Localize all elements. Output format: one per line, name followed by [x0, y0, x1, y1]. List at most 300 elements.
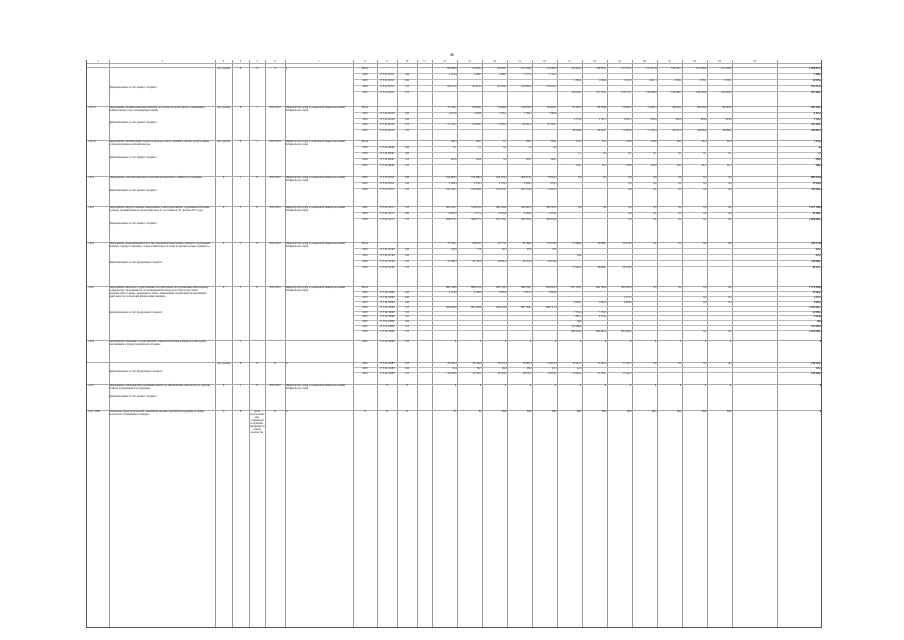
- code-cell: 17 5 04 52480: [379, 362, 395, 365]
- responsible-cell: Министерство труда и социальной защиты населения Забайкальского края: [285, 206, 345, 212]
- column-header: 6: [274, 60, 276, 63]
- value-cell: 0,0: [603, 206, 607, 209]
- value-cell: [458, 91, 482, 97]
- value-cell: 182 096,6: [471, 188, 482, 191]
- column-header: 22: [693, 60, 696, 63]
- value-cell: 17 141,1: [622, 362, 632, 365]
- code-cell: X: [386, 410, 388, 413]
- value-cell: 993,8: [725, 117, 732, 121]
- value-cell: 0,1: [653, 152, 657, 155]
- funding-label: [110, 430, 215, 434]
- value-cell: 1 525,2: [623, 79, 632, 82]
- col4-cell: X: [239, 106, 242, 109]
- value-cell: 29 186,9: [522, 242, 532, 245]
- value-cell: 3 915,5: [523, 290, 532, 294]
- code-cell: 17 5 04 49150: [379, 111, 395, 115]
- value-cell: 105 042,6: [521, 85, 532, 88]
- unit-cell: тыс. рублей: [217, 362, 230, 365]
- responsible-cell: Министерство труда и социальной защиты населения Забайкальского края: [285, 286, 345, 292]
- total-cell: 885 935,0: [811, 176, 822, 179]
- value-cell: 0,0: [628, 212, 632, 215]
- value-cell: 0,0: [728, 182, 732, 185]
- value-cell: 5 355,0: [548, 212, 557, 215]
- value-cell: 0,1: [728, 152, 732, 155]
- total-cell: 566,8: [815, 164, 822, 167]
- year-cell: 2022: [362, 111, 368, 115]
- period-cell: X: [274, 362, 276, 365]
- row-code: [88, 362, 109, 366]
- value-cell: 0,0: [653, 176, 657, 179]
- value-cell: [558, 218, 582, 224]
- value-cell: [533, 266, 557, 272]
- value-cell: 167 506,0: [721, 67, 732, 70]
- year-cell: 2024: [362, 158, 368, 161]
- code-cell: X: [386, 384, 388, 387]
- value-cell: 34,8: [576, 254, 582, 257]
- year-cell: 2024: [362, 123, 368, 127]
- value-cell: 66 304,7: [597, 129, 607, 133]
- value-cell: 81 669,5: [472, 123, 482, 127]
- year-cell: 2025: [362, 320, 368, 324]
- value-cell: 0,0: [728, 212, 732, 215]
- vr-cell: 313: [405, 158, 409, 161]
- value-cell: 28 795,8: [472, 260, 482, 263]
- value-cell: 633,5: [550, 182, 557, 185]
- row-title: Мероприятие «Компенсация стоимости проезда к месту лечения и обратно детей и лицам, сопровождающим детей-инвалидов»: [109, 140, 210, 146]
- value-cell: [458, 330, 482, 335]
- value-cell: 16 333,3: [622, 266, 632, 269]
- col4-cell: 1: [239, 384, 242, 387]
- year-cell: 2024: [362, 305, 368, 309]
- year-cell: 2023: [362, 367, 368, 370]
- row-title: Мероприятие «Организация предоставления материального семейного положения»: [109, 176, 203, 179]
- value-cell: 1 769,2: [523, 111, 532, 115]
- funding-label: финансирование за счет федерального бюджета: [109, 261, 163, 264]
- value-cell: 97,8: [526, 248, 532, 251]
- value-cell: 16 333,3: [622, 242, 632, 245]
- total-cell: 550,6: [815, 158, 822, 161]
- vr-cell: 244: [405, 146, 409, 149]
- value-cell: 0,0: [578, 176, 582, 179]
- value-cell: 119 059,2: [571, 91, 582, 94]
- value-cell: 22 681,4: [497, 260, 507, 263]
- value-cell: X: [454, 340, 457, 343]
- value-cell: 58,8: [576, 320, 582, 324]
- value-cell: 15 935,3: [547, 362, 557, 365]
- total-cell: 58,8: [816, 320, 822, 324]
- value-cell: 91,4: [701, 140, 707, 143]
- value-cell: 495 318,7: [446, 206, 457, 209]
- value-cell: 850,0: [650, 117, 657, 121]
- column-header: 13: [468, 60, 471, 63]
- value-cell: 0,0: [703, 330, 707, 334]
- value-cell: 112 288,8: [546, 67, 557, 70]
- value-cell: [633, 330, 657, 335]
- period-cell: X: [274, 67, 276, 70]
- value-cell: 0,0: [678, 286, 682, 289]
- unit-cell: тыс. рублей: [217, 140, 230, 143]
- total-cell: 415,1: [815, 248, 822, 251]
- value-cell: 0,0: [703, 242, 707, 245]
- period-cell: 2019-2025: [269, 286, 281, 289]
- value-cell: 44 918,2: [672, 106, 682, 109]
- value-cell: 0,0: [628, 206, 632, 209]
- value-cell: 112 599,9: [571, 325, 582, 329]
- value-cell: 0,0: [728, 295, 732, 299]
- value-cell: 0,0: [703, 212, 707, 215]
- value-cell: 130 208,0: [646, 91, 657, 94]
- total-cell: 140 289,0: [811, 372, 822, 375]
- value-cell: 0,1: [678, 152, 682, 155]
- value-cell: 95: [453, 410, 457, 413]
- year-cell: 2022: [362, 146, 368, 149]
- code-cell: 17 5 04 53800: [379, 290, 395, 294]
- value-cell: 19 133,3: [472, 372, 482, 375]
- code-cell: 17 5 04 92061: [379, 158, 395, 161]
- funding-label: финансирование за счет краевого бюджета: [109, 395, 157, 398]
- value-cell: 1 372,5: [623, 295, 632, 299]
- value-cell: [433, 91, 457, 97]
- vr-cell: 313: [405, 91, 409, 94]
- column-header: 5: [256, 60, 258, 63]
- value-cell: X: [579, 340, 582, 343]
- vr-cell: 244: [405, 73, 409, 76]
- vr-cell: 244: [405, 248, 409, 251]
- value-cell: 0,0: [653, 182, 657, 185]
- value-cell: [508, 266, 532, 272]
- value-cell: 516 855,4: [471, 206, 482, 209]
- row-title: Мероприятие «Материнский (семейный) капитал на приобретение транспортного средства семьям, нуждающимся в поддержке»: [109, 384, 211, 390]
- value-cell: 51,5: [601, 140, 607, 143]
- value-cell: 99,6: [676, 410, 682, 413]
- code-cell: 17 5 04 52511: [379, 85, 395, 88]
- value-cell: 66 429,1: [547, 106, 557, 109]
- value-cell: 80 024,0: [572, 129, 582, 133]
- value-cell: [633, 372, 657, 377]
- value-cell: 0,2: [503, 158, 507, 161]
- value-cell: [683, 266, 707, 272]
- vr-cell: 313: [405, 206, 409, 209]
- year-cell: Всего: [361, 286, 369, 289]
- value-cell: [433, 129, 457, 135]
- vr-cell: X: [406, 410, 408, 413]
- responsible-cell: Министерство труда и социальной защиты населения Забайкальского края: [285, 140, 345, 146]
- value-cell: 25 079,4: [547, 260, 557, 263]
- value-cell: 29 112,8: [522, 260, 532, 263]
- value-cell: 995 734,3: [496, 286, 507, 289]
- vr-cell: 313: [405, 260, 409, 263]
- vr-cell: 313: [405, 340, 409, 343]
- column-header: 18: [593, 60, 596, 63]
- value-cell: 166 129,9: [696, 91, 707, 94]
- value-cell: 3 930,0: [498, 290, 507, 294]
- value-cell: 150,8: [450, 248, 457, 251]
- total-cell: 11 045,2: [812, 79, 822, 82]
- code-cell: 17 5 04 52511: [379, 182, 395, 185]
- year-cell: 2025: [362, 129, 368, 133]
- value-cell: 0,0: [678, 362, 682, 365]
- value-cell: 119,8: [625, 140, 632, 143]
- col4-cell: 1: [239, 340, 242, 343]
- value-cell: 91,3: [701, 164, 707, 167]
- value-cell: 192 101,0: [446, 188, 457, 191]
- value-cell: 99 280,7: [497, 67, 507, 70]
- value-cell: 44 037,8: [672, 129, 682, 133]
- code-cell: 17 5 04 52511: [379, 73, 395, 76]
- code-cell: 17 5 04 52511: [379, 188, 395, 191]
- value-cell: 0,0: [653, 362, 657, 365]
- value-cell: 72 495,3: [647, 106, 657, 109]
- value-cell: 28 933,3: [472, 242, 482, 245]
- column-header: 20: [643, 60, 646, 63]
- total-cell: X: [819, 340, 822, 343]
- code-cell: 17 5 04 53800: [379, 305, 395, 309]
- value-cell: 169 133,2: [496, 176, 507, 179]
- total-cell: 18 584,5: [812, 290, 822, 294]
- value-cell: [708, 266, 732, 272]
- value-cell: 7 553,4: [573, 310, 582, 314]
- value-cell: 119,8: [625, 164, 632, 167]
- value-cell: 16 688,1: [597, 242, 607, 245]
- value-cell: 142,3: [450, 140, 457, 143]
- vr-cell: 313: [405, 123, 409, 127]
- code-cell: 17 5 04 52700: [379, 266, 395, 269]
- year-cell: 2023: [362, 295, 368, 299]
- code-cell: 17 5 04 53800: [379, 300, 395, 304]
- code-cell: 17 5 04 92061: [379, 146, 395, 149]
- value-cell: [533, 91, 557, 97]
- total-cell: 790 950,2: [811, 188, 822, 191]
- value-cell: 0,0: [678, 242, 682, 245]
- year-cell: 2022: [362, 73, 368, 76]
- value-cell: 4 133,8: [448, 290, 457, 294]
- value-cell: 1 577,8: [523, 73, 532, 76]
- value-cell: 0,0: [703, 176, 707, 179]
- code-cell: 17 5 04 52517: [379, 218, 395, 221]
- vr-cell: 313: [405, 325, 409, 329]
- value-cell: 18 495,3: [522, 362, 532, 365]
- value-cell: 1 380,8: [548, 111, 557, 115]
- total-cell: 3 924,6: [813, 315, 822, 319]
- value-cell: 6 190,3: [523, 212, 532, 215]
- vr-cell: 313: [405, 310, 409, 314]
- period-cell: 2019-2025: [269, 384, 281, 387]
- value-cell: 99,6: [576, 410, 582, 413]
- value-cell: 1 173,8: [573, 117, 582, 121]
- value-cell: 15 620,2: [572, 372, 582, 375]
- value-cell: 0,0: [678, 206, 682, 209]
- col4-cell: 1: [239, 286, 242, 289]
- value-cell: 71 585,5: [497, 123, 507, 127]
- value-cell: 1 097,2: [623, 117, 632, 121]
- column-header: 24: [753, 60, 756, 63]
- value-cell: 37 399,3: [447, 260, 457, 263]
- value-cell: 0,0: [678, 218, 682, 221]
- col4-cell: X: [239, 140, 242, 143]
- value-cell: 118 281,2: [521, 123, 532, 127]
- col5-cell: 1: [256, 140, 258, 143]
- value-cell: 7 136,3: [598, 310, 607, 314]
- value-cell: [483, 91, 507, 97]
- value-cell: 111,2: [575, 140, 582, 143]
- value-cell: 406 783,1: [521, 218, 532, 221]
- value-cell: 48 699,0: [697, 129, 707, 133]
- value-cell: [583, 188, 607, 194]
- total-cell: 827 006,7: [811, 91, 822, 94]
- value-cell: X: [504, 384, 507, 387]
- col4-cell: X: [239, 362, 242, 365]
- value-cell: [533, 164, 557, 170]
- value-cell: 0,0: [628, 182, 632, 185]
- value-cell: 0,0: [553, 146, 557, 149]
- year-cell: 2023: [362, 152, 368, 155]
- col4-cell: 1: [239, 176, 242, 179]
- value-cell: 0,0: [678, 182, 682, 185]
- value-cell: [583, 218, 607, 224]
- year-cell: 2025: [362, 91, 368, 94]
- row-code: 1.14.1.6: [87, 140, 96, 143]
- value-cell: 95 069,8: [447, 67, 457, 70]
- row-code: 1.14.1.5: [87, 106, 96, 109]
- column-header: 11: [423, 60, 426, 63]
- value-cell: 146,7: [475, 140, 482, 143]
- value-cell: X: [704, 340, 707, 343]
- vr-cell: 313: [405, 266, 409, 269]
- value-cell: 18 670,6: [522, 372, 532, 375]
- value-cell: 0,0: [628, 218, 632, 221]
- value-cell: 852 663,3: [546, 286, 557, 289]
- period-cell: 2019-2025: [269, 176, 281, 179]
- value-cell: 0,0: [703, 206, 707, 209]
- value-cell: 15 412,2: [572, 362, 582, 365]
- value-cell: 22 773,7: [497, 242, 507, 245]
- value-cell: [458, 266, 482, 272]
- value-cell: [508, 129, 532, 135]
- value-cell: 184 488,0: [471, 176, 482, 179]
- year-cell: 2023: [362, 300, 368, 304]
- value-cell: X: [729, 340, 732, 343]
- value-cell: 94 413,4: [472, 85, 482, 88]
- year-cell: 2022: [362, 340, 368, 343]
- value-cell: X: [654, 384, 657, 387]
- value-cell: 960 632,9: [571, 330, 582, 334]
- value-cell: 286 473,2: [446, 218, 457, 221]
- value-cell: 0,0: [703, 286, 707, 289]
- year-cell: 2025: [362, 330, 368, 334]
- value-cell: 455 135,1: [496, 218, 507, 221]
- value-cell: 128,7: [525, 140, 532, 143]
- column-header: 16: [543, 60, 546, 63]
- value-cell: 27,2: [551, 367, 557, 370]
- total-cell: 385 867,6: [811, 129, 822, 133]
- value-cell: 120 050,3: [521, 106, 532, 109]
- total-cell: 112 599,9: [811, 325, 822, 329]
- code-cell: 17 5 04 49150: [379, 117, 395, 121]
- value-cell: 73 852,3: [547, 176, 557, 179]
- year-cell: 2024: [362, 372, 368, 375]
- value-cell: 131 471,6: [646, 67, 657, 70]
- value-cell: 1 601,3: [648, 79, 657, 82]
- year-cell: 2024: [362, 260, 368, 263]
- value-cell: 99,6: [701, 410, 707, 413]
- value-cell: 0,0: [653, 188, 657, 191]
- vr-cell: 244: [405, 254, 409, 257]
- col5-cell: Доля получателей мер социальной поддержки, охваченных в общем количестве: [249, 410, 265, 434]
- col4-cell: X: [239, 410, 242, 413]
- row-title: Мероприятие «Предоставление ежемесячных и ежегодных выплат отдельным категориям граждан, проживающим на территории края, по состоянию на 31 декабря 2012 года»: [109, 206, 210, 212]
- value-cell: 91,4: [726, 140, 732, 143]
- code-cell: 17 5 04 53800: [379, 315, 395, 319]
- value-cell: 49 595,0: [722, 106, 732, 109]
- value-cell: 0,0: [728, 300, 732, 304]
- value-cell: 885 408,6: [471, 305, 482, 309]
- vr-cell: 244: [405, 176, 409, 179]
- value-cell: 70,8: [551, 248, 557, 251]
- value-cell: [483, 266, 507, 272]
- code-cell: 17 5 04 52700: [379, 260, 395, 263]
- code-cell: 17 5 04 5380F: [379, 320, 395, 324]
- value-cell: 0,0: [728, 362, 732, 365]
- value-cell: 17 141,0: [622, 372, 632, 375]
- value-cell: 99,6: [551, 410, 557, 413]
- value-cell: [683, 372, 707, 377]
- value-cell: 71 637,9: [547, 188, 557, 191]
- value-cell: 383 195,0: [546, 206, 557, 209]
- value-cell: 993 385,2: [621, 286, 632, 289]
- value-cell: 19 144,9: [472, 362, 482, 365]
- row-code: 1.14.7: [87, 384, 94, 387]
- vr-cell: 244: [405, 320, 409, 324]
- value-cell: X: [604, 384, 607, 387]
- value-cell: 3 036,1: [573, 300, 582, 304]
- total-cell: 513 972,8: [811, 85, 822, 88]
- value-cell: 36,7: [476, 367, 482, 370]
- code-cell: 17 5 04 92061: [379, 164, 395, 167]
- value-cell: 1 468,7: [473, 73, 482, 76]
- value-cell: 71 165,4: [647, 129, 657, 133]
- total-cell: 125,7: [815, 367, 822, 370]
- period-cell: 2019-2025: [269, 242, 281, 245]
- responsible-cell: X: [285, 67, 288, 70]
- value-cell: 141,6: [450, 158, 457, 161]
- value-cell: 2 176,3: [498, 182, 507, 185]
- value-cell: X: [529, 384, 532, 387]
- vr-cell: 313: [405, 362, 409, 365]
- period-cell: 2019-2025: [269, 140, 281, 143]
- value-cell: 1 258,6: [473, 111, 482, 115]
- value-cell: 0,0: [728, 330, 732, 334]
- value-cell: 897 786,1: [521, 305, 532, 309]
- period-cell: [266, 340, 285, 344]
- value-cell: 166 129,9: [721, 91, 732, 94]
- value-cell: 126,7: [525, 158, 532, 161]
- year-cell: 2022: [362, 248, 368, 251]
- value-cell: X: [454, 384, 457, 387]
- total-cell: 46 137,5: [812, 266, 822, 269]
- unit-cell: X: [222, 176, 225, 179]
- code-cell: 17 5 04 49150: [379, 123, 395, 127]
- period-cell: X: [274, 410, 276, 413]
- value-cell: 1 151,7: [598, 117, 607, 121]
- code-cell: 17 5 04 52517: [379, 212, 395, 215]
- total-cell: 6 415,9: [813, 111, 822, 115]
- value-cell: 107 356,8: [521, 67, 532, 70]
- value-cell: 960 991,5: [596, 330, 607, 334]
- column-header: 12: [443, 60, 446, 63]
- value-cell: [458, 164, 482, 170]
- value-cell: 99,6: [526, 410, 532, 413]
- value-cell: 7 377,2: [473, 212, 482, 215]
